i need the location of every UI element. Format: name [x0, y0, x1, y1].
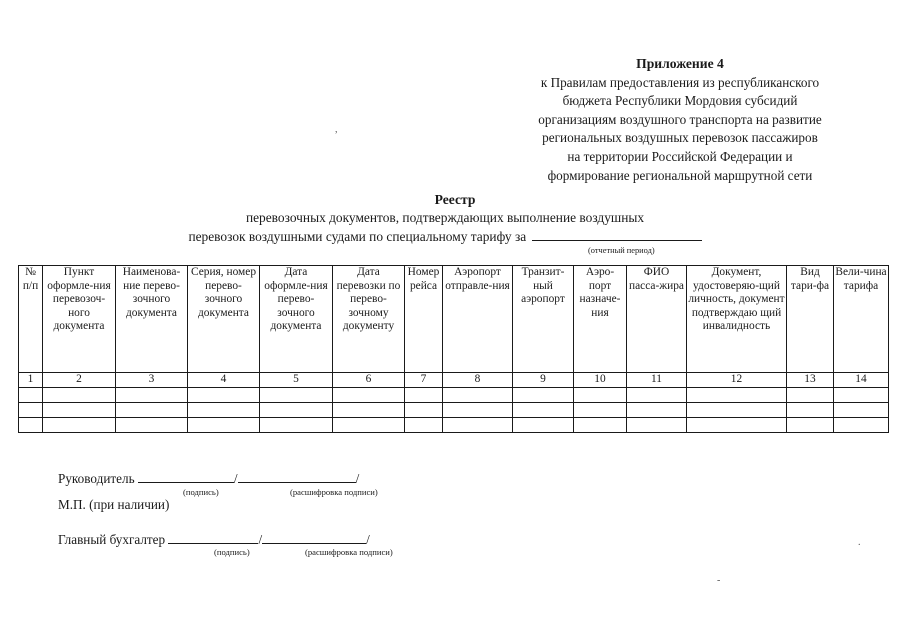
director-decoding-field[interactable] [238, 471, 356, 483]
table-cell[interactable] [574, 418, 627, 433]
table-cell[interactable] [627, 403, 687, 418]
column-header: Аэро-порт назначе-ния [574, 266, 627, 373]
appendix-block [505, 55, 855, 185]
table-cell[interactable] [574, 388, 627, 403]
table-header-row [19, 266, 889, 373]
director-decoding-caption: (расшифровка подписи) [290, 487, 378, 497]
column-header: Дата оформле-ния перево-зочного документа [260, 266, 333, 373]
table-cell[interactable] [443, 418, 513, 433]
column-header: Вели-чина тарифа [834, 266, 889, 373]
table-cell[interactable] [188, 388, 260, 403]
accountant-decoding-field[interactable] [262, 532, 366, 544]
table-cell[interactable] [513, 418, 574, 433]
table-cell[interactable] [443, 403, 513, 418]
column-header: Наименова-ние перево-зочного документа [116, 266, 188, 373]
table-cell[interactable] [405, 418, 443, 433]
table-cell[interactable] [260, 418, 333, 433]
accountant-decoding-caption: (расшифровка подписи) [305, 547, 393, 557]
reporting-period-field[interactable] [532, 228, 702, 241]
table-cell[interactable] [834, 418, 889, 433]
table-cell[interactable] [188, 418, 260, 433]
table-cell[interactable] [333, 388, 405, 403]
appendix-line: бюджета Республики Мордовия субсидий [562, 93, 798, 109]
column-header: ФИО пасса-жира [627, 266, 687, 373]
column-header: Аэропорт отправле-ния [443, 266, 513, 373]
appendix-line: к Правилам предоставления из республиканского [540, 74, 820, 90]
column-header: Вид тари-фа [787, 266, 834, 373]
table-row [19, 418, 889, 433]
accountant-signature-caption: (подпись) [214, 547, 250, 557]
scan-speck: . [858, 537, 861, 548]
column-header: Документ, удостоверяю-щий личность, документ подтверждаю щий инвалидность [687, 266, 787, 373]
column-number: 5 [260, 373, 333, 388]
column-number: 4 [188, 373, 260, 388]
scan-speck: - [717, 575, 721, 586]
table-cell[interactable] [834, 388, 889, 403]
column-header: № п/п [19, 266, 43, 373]
column-number: 7 [405, 373, 443, 388]
registry-subtitle-line2-text: перевозок воздушными судами по специальному тарифу за [188, 229, 527, 244]
table-cell[interactable] [19, 418, 43, 433]
slash: / [233, 471, 238, 486]
table-cell[interactable] [19, 403, 43, 418]
column-number: 6 [333, 373, 405, 388]
table-cell[interactable] [443, 388, 513, 403]
appendix-line: организациям воздушного транспорта на развитие [538, 111, 822, 127]
accountant-signature-field[interactable] [168, 532, 258, 544]
registry-title: Реестр [434, 192, 476, 207]
table-cell[interactable] [513, 388, 574, 403]
appendix-line: региональных воздушных перевозок пассажиров [542, 130, 818, 146]
table-cell[interactable] [787, 388, 834, 403]
table-cell[interactable] [260, 403, 333, 418]
column-number: 10 [574, 373, 627, 388]
column-header: Номер рейса [405, 266, 443, 373]
column-number: 12 [687, 373, 787, 388]
column-header: Транзит-ный аэропорт [513, 266, 574, 373]
registry-subtitle-line1: перевозочных документов, подтверждающих выполнение воздушных [245, 210, 645, 225]
column-header: Пункт оформле-ния перевозоч-ного документа [43, 266, 116, 373]
reporting-period-caption: (отчетный период) [588, 246, 655, 255]
accountant-signature-line [58, 532, 370, 548]
table-cell[interactable] [687, 418, 787, 433]
column-number: 8 [443, 373, 513, 388]
table-cell[interactable] [116, 403, 188, 418]
table-cell[interactable] [834, 403, 889, 418]
table-cell[interactable] [627, 418, 687, 433]
table-cell[interactable] [787, 418, 834, 433]
registry-table [18, 265, 889, 433]
table-cell[interactable] [405, 388, 443, 403]
table-cell[interactable] [43, 388, 116, 403]
director-signature-caption: (подпись) [183, 487, 219, 497]
appendix-line: формирование региональной маршрутной сети [547, 167, 813, 183]
director-signature-line [58, 471, 359, 487]
table-cell[interactable] [787, 403, 834, 418]
director-signature-field[interactable] [138, 471, 234, 483]
table-cell[interactable] [333, 418, 405, 433]
table-cell[interactable] [687, 388, 787, 403]
column-header: Серия, номер перево-зочного документа [188, 266, 260, 373]
column-number: 2 [43, 373, 116, 388]
table-cell[interactable] [43, 403, 116, 418]
slash: / [258, 532, 263, 547]
registry-subtitle-line2 [100, 228, 790, 245]
table-cell[interactable] [627, 388, 687, 403]
column-number: 14 [834, 373, 889, 388]
table-cell[interactable] [188, 403, 260, 418]
seal-note: М.П. (при наличии) [58, 497, 170, 512]
appendix-line: на территории Российской Федерации и [567, 148, 793, 164]
table-cell[interactable] [333, 403, 405, 418]
table-cell[interactable] [405, 403, 443, 418]
table-cell[interactable] [19, 388, 43, 403]
appendix-heading: Приложение 4 [636, 56, 724, 71]
column-number: 9 [513, 373, 574, 388]
table-cell[interactable] [687, 403, 787, 418]
table-cell[interactable] [260, 388, 333, 403]
column-number: 11 [627, 373, 687, 388]
accountant-label: Главный бухгалтер [58, 532, 166, 547]
table-row [19, 403, 889, 418]
table-row [19, 388, 889, 403]
column-number: 1 [19, 373, 43, 388]
column-header: Дата перевозки по перево-зочному документу [333, 266, 405, 373]
director-label: Руководитель [58, 471, 135, 486]
column-number: 13 [787, 373, 834, 388]
table-cell[interactable] [574, 403, 627, 418]
slash: / [366, 532, 370, 547]
scan-speck: , [335, 124, 338, 135]
table-cell[interactable] [43, 418, 116, 433]
slash: / [355, 471, 360, 486]
column-number-row [19, 373, 889, 388]
column-number: 3 [116, 373, 188, 388]
table-cell[interactable] [116, 418, 188, 433]
table-cell[interactable] [116, 388, 188, 403]
table-cell[interactable] [513, 403, 574, 418]
